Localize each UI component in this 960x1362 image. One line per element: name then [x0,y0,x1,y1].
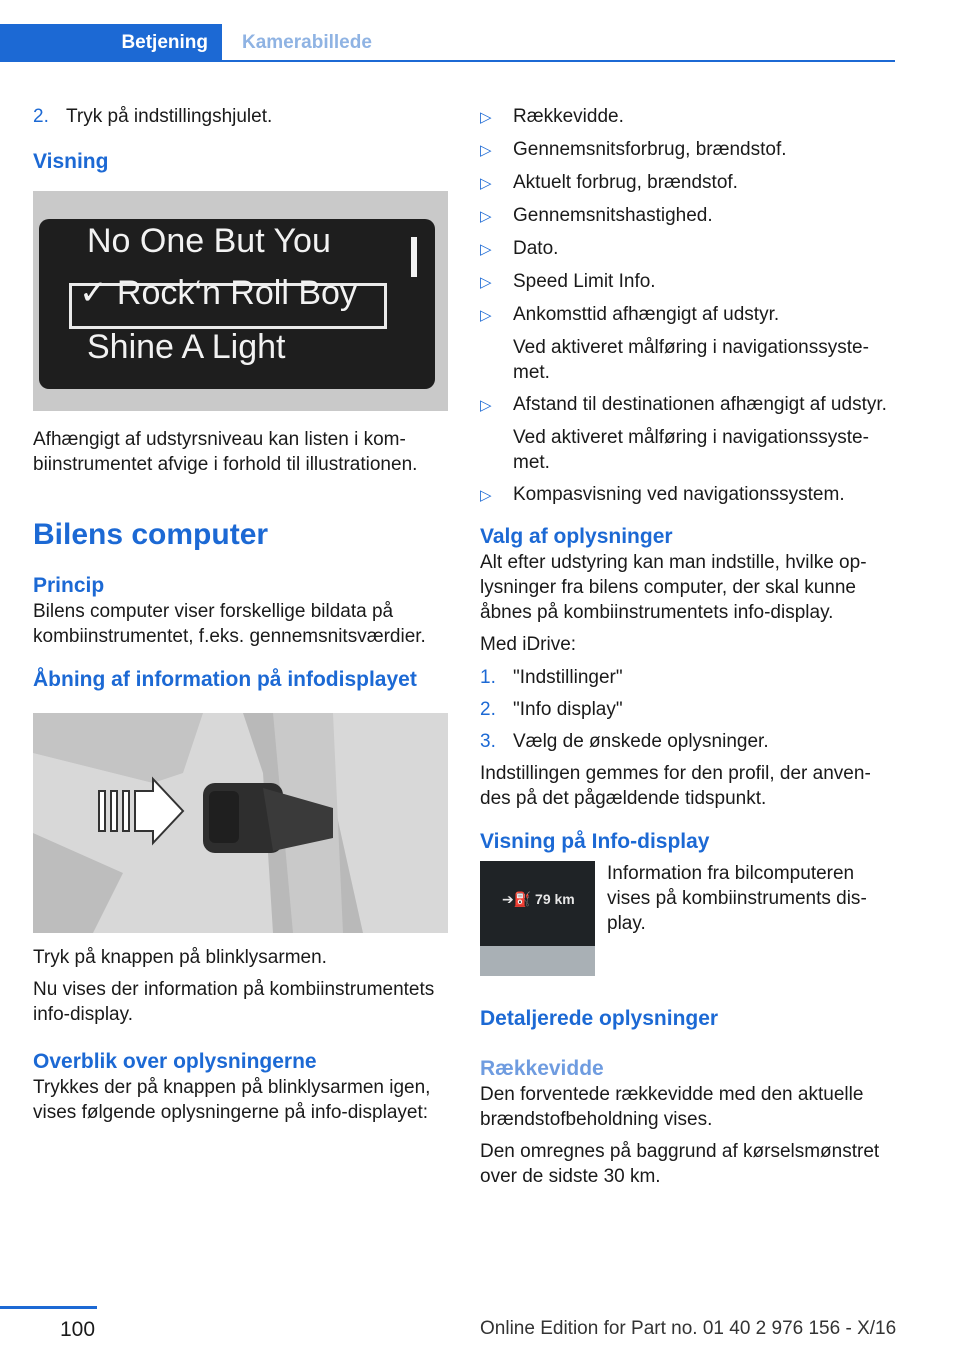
list-item-text: Dato. [513,238,559,259]
valg-text: Alt efter udstyring kan man indstille, hvilke oplysninger fra bilens computer, der skal kunne åbnes på kombiinstrumentets info-display. [480,552,867,623]
tab-betjening[interactable]: Betjening [0,24,222,62]
triangle-bullet-icon: ▷ [480,208,492,225]
step-text: "Info display" [513,699,623,720]
list-item [480,104,895,130]
valg-heading: Valg af oplysninger [480,525,673,548]
scrollbar-indicator [411,237,417,277]
list-item-text: Gennemsnitsforbrug, brændstof. [513,139,787,160]
list-item-subtext: Ved aktiveret målføring i navigationssystemet. [513,337,869,383]
open-heading: Åbning af information på infodisplayet [33,668,417,691]
info-display-figure [480,861,595,976]
menu-line-1: No One But You [87,222,331,260]
list-item [480,236,895,262]
stalk-illustration [33,713,448,933]
step-number: 2. [33,106,49,127]
list-item-text: Rækkevidde. [513,106,624,127]
left-column [33,104,448,1132]
step-item [480,729,895,754]
menu-figure [33,191,448,411]
blinker-stalk-figure [33,713,448,933]
overview-text: Trykkes der på knappen på blinklysarmen igen, vises følgende oplysningerne på info-displayet: [33,1077,431,1123]
step-text: "Indstillinger" [513,667,623,688]
tab-kamerabillede[interactable]: Kamerabillede [242,32,372,53]
list-item [480,482,895,508]
triangle-bullet-icon: ▷ [480,307,492,324]
step-number: 3. [480,731,496,752]
triangle-bullet-icon: ▷ [480,109,492,126]
triangle-bullet-icon: ▷ [480,175,492,192]
menu-line-3: Shine A Light [87,328,286,366]
step-number: 1. [480,667,496,688]
list-item-text: Kompasvisning ved navigationssystem. [513,484,845,505]
triangle-bullet-icon: ▷ [480,487,492,504]
info-display-block [480,861,895,976]
triangle-bullet-icon: ▷ [480,241,492,258]
open-text-2: Nu vises der information på kombiinstrumentets info-display. [33,979,435,1025]
display-screen [39,219,435,389]
header-tabbar [0,24,895,62]
list-item [480,392,895,418]
range-text-1: Den forventede rækkevidde med den aktuelle brændstofbeholdning vises. [480,1084,864,1130]
list-item [480,269,895,295]
detail-heading: Detaljerede oplysninger [480,1007,719,1030]
list-item [480,203,895,229]
menu-line-2: ✓ Rock‘n Roll Boy [79,274,357,312]
info-heading: Visning på Info-display [480,830,710,853]
list-item-text: Afstand til destinationen afhængigt af udstyr. [513,394,887,415]
computer-heading: Bilens computer [33,518,269,551]
range-heading: Rækkevidde [480,1057,604,1080]
list-item [480,137,895,163]
edition-text: Online Edition for Part no. 01 40 2 976 156 - X/16 [480,1318,897,1339]
list-item-text: Gennemsnitshastighed. [513,205,713,226]
right-column [480,104,895,1196]
visning-heading: Visning [33,150,109,173]
step-number: 2. [480,699,496,720]
step-text: Tryk på indstillingshjulet. [66,106,273,127]
visning-note: Afhængigt af udstyrsniveau kan listen i kombiinstrumentet afvige i forhold til illustrationen. [33,429,418,475]
footer-accent-bar [0,1306,97,1309]
list-item-subtext: Ved aktiveret målføring i navigationssystemet. [513,427,869,473]
step-text: Vælg de ønskede oplysninger. [513,731,769,752]
info-text: Information fra bilcomputeren vises på kombiinstruments display. [607,863,867,934]
open-text-1: Tryk på knappen på blinklysarmen. [33,947,327,968]
princip-heading: Princip [33,574,105,597]
triangle-bullet-icon: ▷ [480,142,492,159]
range-readout: ➔⛽ 79 km [502,891,575,907]
princip-text: Bilens computer viser forskellige bildata på kombiinstrumentet, f.eks. gennemsnitsværdier. [33,601,426,647]
step-item [480,665,895,690]
idrive-text: Med iDrive: [480,634,577,655]
triangle-bullet-icon: ▷ [480,397,492,414]
list-item-text: Speed Limit Info. [513,271,656,292]
overview-heading: Overblik over oplysningerne [33,1050,317,1073]
triangle-bullet-icon: ▷ [480,274,492,291]
list-item [480,302,895,328]
step-item [33,104,448,129]
page-number: 100 [60,1318,96,1341]
list-item [480,170,895,196]
saved-text: Indstillingen gemmes for den profil, der anvendes på det pågældende tidspunkt. [480,763,871,809]
range-text-2: Den omregnes på baggrund af kørselsmønstret over de sidste 30 km. [480,1141,880,1187]
list-item-text: Ankomsttid afhængigt af udstyr. [513,304,780,325]
info-display-screen [480,861,595,946]
step-item [480,697,895,722]
list-item-text: Aktuelt forbrug, brændstof. [513,172,738,193]
